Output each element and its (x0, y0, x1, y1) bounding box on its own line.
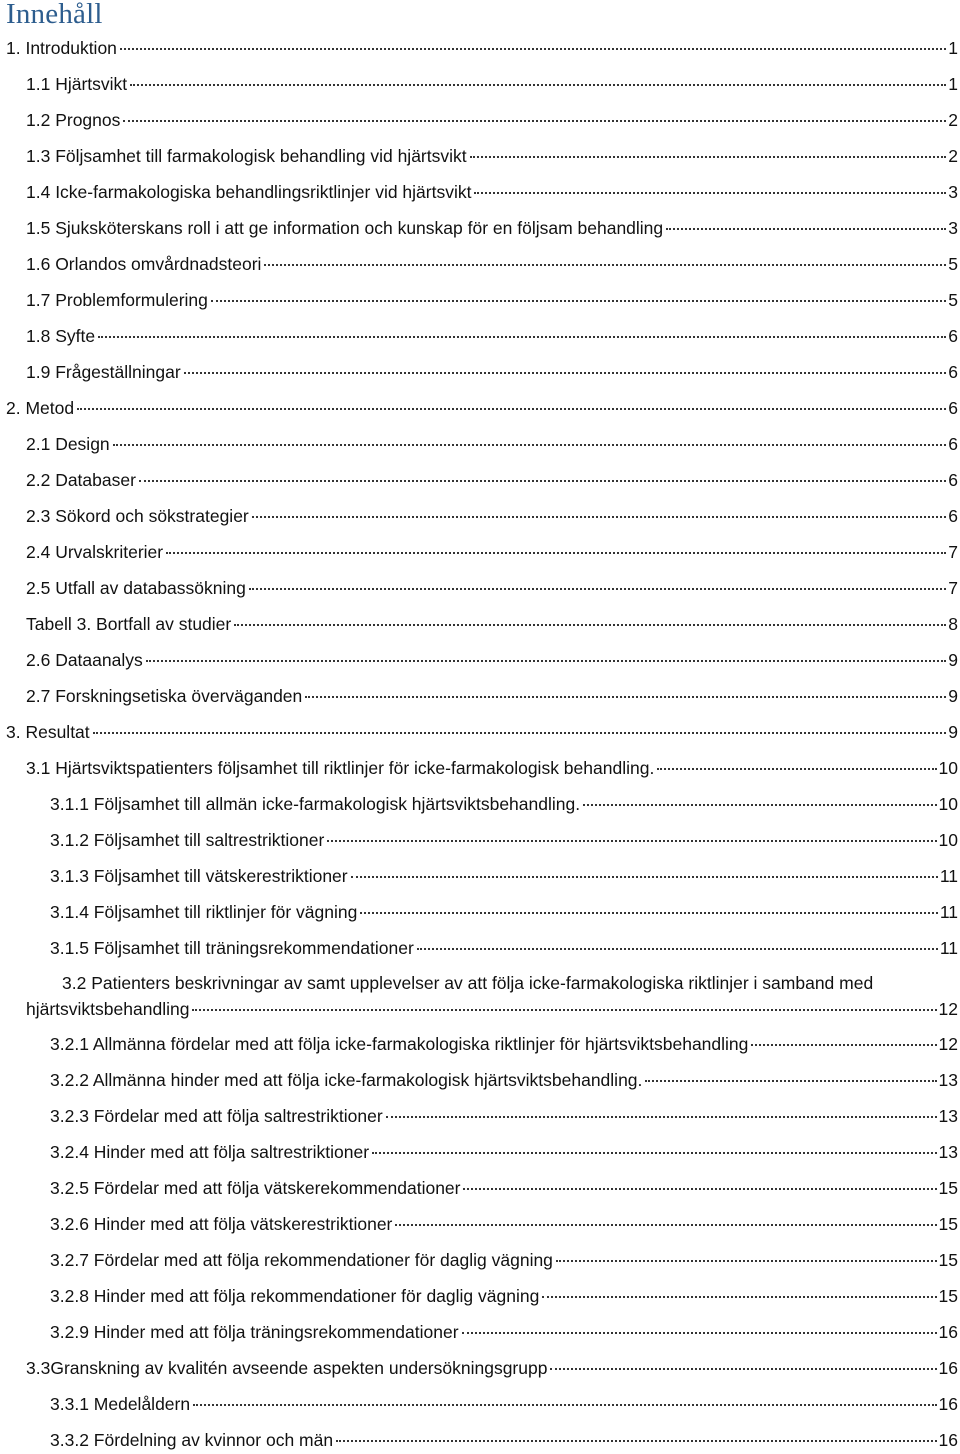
toc-entry-label: 1.9 Frågeställningar (26, 362, 181, 382)
toc-entry-label-line2-row (0, 996, 960, 1022)
toc-leader-dots (666, 228, 946, 230)
toc-page-number: 3 (948, 218, 958, 238)
toc-page-number: 11 (939, 902, 958, 922)
toc-entry-label: 3.2.4 Hinder med att följa saltrestriktioner (50, 1142, 370, 1162)
toc-entry[interactable] (50, 1392, 960, 1416)
toc-leader-dots (657, 768, 936, 770)
toc-page-number: 10 (938, 830, 958, 850)
toc-leader-dots (386, 1116, 937, 1118)
toc-entry-label: 2.4 Urvalskriterier (26, 542, 164, 562)
toc-entry[interactable] (50, 828, 960, 852)
toc-leader-dots (327, 840, 936, 842)
toc-entry[interactable] (50, 1428, 960, 1452)
toc-leader-dots (192, 1009, 936, 1011)
toc-page-number: 11 (939, 938, 958, 958)
toc-page-number: 16 (938, 1322, 958, 1342)
toc-entry-label: 3.2.3 Fördelar med att följa saltrestriktioner (50, 1106, 383, 1126)
toc-page-number: 15 (938, 1286, 958, 1306)
toc-page-number: 1 (948, 74, 958, 94)
toc-page-number: 1 (948, 38, 958, 58)
toc-entry-label: 1.7 Problemformulering (26, 290, 208, 310)
toc-entry[interactable] (26, 144, 960, 168)
toc-leader-dots (98, 336, 946, 338)
toc-entry-label: 3.2.1 Allmänna fördelar med att följa icke-farmakologiska riktlinjer för hjärtsviktsbehandling (50, 1034, 749, 1054)
toc-entry-label: 1.2 Prognos (26, 110, 121, 130)
toc-leader-dots (123, 120, 946, 122)
toc-page-number: 16 (938, 1358, 958, 1378)
toc-leader-dots (139, 480, 946, 482)
toc-page-number: 2 (948, 146, 958, 166)
toc-leader-dots (120, 48, 946, 50)
toc-leader-dots (211, 300, 946, 302)
toc-page-number: 6 (948, 326, 958, 346)
toc-leader-dots (556, 1260, 937, 1262)
toc-entry-label-line2: hjärtsviktsbehandling (26, 999, 190, 1019)
toc-entry-label: 3.1.5 Följsamhet till träningsrekommendationer (50, 938, 414, 958)
toc-leader-dots (395, 1224, 936, 1226)
toc-entry-label: 2. Metod (6, 398, 75, 418)
toc-entry[interactable] (50, 1320, 960, 1344)
toc-entry[interactable] (50, 1248, 960, 1272)
toc-entry-label: 3.2.7 Fördelar med att följa rekommendationer för daglig vägning (50, 1250, 553, 1270)
toc-leader-dots (474, 192, 946, 194)
toc-page-number: 6 (948, 434, 958, 454)
toc-leader-dots (372, 1152, 936, 1154)
toc-page-number: 13 (938, 1142, 958, 1162)
toc-page-number: 3 (948, 182, 958, 202)
toc-entry-label: 2.7 Forskningsetiska överväganden (26, 686, 303, 706)
toc-leader-dots (583, 804, 936, 806)
toc-entry-label: 2.6 Dataanalys (26, 650, 143, 670)
toc-leader-dots (351, 876, 938, 878)
toc-page-number: 8 (948, 614, 958, 634)
toc-leader-dots (146, 660, 947, 662)
toc-page-number: 15 (938, 1214, 958, 1234)
toc-entry[interactable] (26, 648, 960, 672)
toc-leader-dots (751, 1044, 936, 1046)
toc-entry[interactable] (26, 252, 960, 276)
toc-leader-dots (264, 264, 946, 266)
toc-page-number: 15 (938, 1178, 958, 1198)
toc-page-number: 12 (938, 999, 958, 1019)
toc-leader-dots (462, 1332, 937, 1334)
toc-page-number: 9 (948, 722, 958, 742)
toc-leader-dots (113, 444, 947, 446)
toc-entry-label: 3. Resultat (6, 722, 90, 742)
toc-entry-wrapped[interactable] (0, 970, 960, 1022)
toc-entry-label: 3.2.6 Hinder med att följa vätskerestriktioner (50, 1214, 393, 1234)
toc-leader-dots (336, 1440, 936, 1442)
toc-entry[interactable] (26, 1356, 960, 1380)
toc-entry[interactable] (26, 216, 960, 240)
toc-leader-dots (249, 588, 946, 590)
toc-entry[interactable] (26, 756, 960, 780)
toc-entry-label: 1.6 Orlandos omvårdnadsteori (26, 254, 262, 274)
toc-leader-dots (550, 1368, 936, 1370)
toc-leader-dots (360, 912, 937, 914)
toc-entry[interactable] (26, 180, 960, 204)
toc-page-number: 6 (948, 470, 958, 490)
toc-leader-dots (166, 552, 946, 554)
toc-entry[interactable] (26, 684, 960, 708)
toc-entry-label: 3.2.2 Allmänna hinder med att följa icke-farmakologisk hjärtsviktsbehandling. (50, 1070, 643, 1090)
toc-leader-dots (305, 696, 946, 698)
toc-entry-label: 1.4 Icke-farmakologiska behandlingsriktlinjer vid hjärtsvikt (26, 182, 472, 202)
toc-entry-label: 3.1.4 Följsamhet till riktlinjer för vägning (50, 902, 358, 922)
toc-entry[interactable] (50, 792, 960, 816)
toc-entry-label: 3.2.5 Fördelar med att följa vätskerekommendationer (50, 1178, 461, 1198)
toc-entry-label: 1. Introduktion (6, 38, 117, 58)
toc-page-number: 2 (948, 110, 958, 130)
toc-page-number: 6 (948, 362, 958, 382)
toc-entry-label: 2.3 Sökord och sökstrategier (26, 506, 249, 526)
toc-entry-label: 3.3.2 Fördelning av kvinnor och män (50, 1430, 334, 1450)
toc-entry-label: 3.1.1 Följsamhet till allmän icke-farmakologisk hjärtsviktsbehandling. (50, 794, 581, 814)
toc-leader-dots (470, 156, 947, 158)
toc-entry-label: 3.2.9 Hinder med att följa träningsrekommendationer (50, 1322, 459, 1342)
toc-leader-dots (417, 948, 938, 950)
toc-entry[interactable] (6, 396, 960, 420)
toc-entry-label: 2.5 Utfall av databassökning (26, 578, 246, 598)
toc-leader-dots (93, 732, 947, 734)
toc-page-number: 12 (938, 1034, 958, 1054)
toc-entry-label: 3.3Granskning av kvalitén avseende aspekten undersökningsgrupp (26, 1358, 548, 1378)
toc-entry-label: 1.1 Hjärtsvikt (26, 74, 128, 94)
toc-entry[interactable] (50, 1068, 960, 1092)
toc-page-number: 5 (948, 254, 958, 274)
toc-entry-label: 3.1.3 Följsamhet till vätskerestriktioner (50, 866, 348, 886)
toc-entry[interactable] (26, 324, 960, 348)
toc-entry[interactable] (50, 936, 960, 960)
toc-page-number: 16 (938, 1430, 958, 1450)
toc-entry[interactable] (50, 900, 960, 924)
toc-entry-label: 1.8 Syfte (26, 326, 96, 346)
toc-entry-label: 1.5 Sjuksköterskans roll i att ge information och kunskap för en följsam behandling (26, 218, 664, 238)
toc-page-number: 9 (948, 650, 958, 670)
toc-entry-label: 3.1.2 Följsamhet till saltrestriktioner (50, 830, 325, 850)
toc-entry[interactable] (26, 108, 960, 132)
toc-leader-dots (184, 372, 947, 374)
toc-leader-dots (234, 624, 946, 626)
toc-leader-dots (645, 1080, 936, 1082)
toc-entry[interactable] (50, 1176, 960, 1200)
toc-entry[interactable] (26, 540, 960, 564)
toc-entry[interactable] (50, 1212, 960, 1236)
toc-entry[interactable] (6, 36, 960, 60)
toc-page-number: 10 (938, 794, 958, 814)
toc-page-number: 13 (938, 1070, 958, 1090)
toc-entry-label: 3.3.1 Medelåldern (50, 1394, 191, 1414)
toc-page-number: 10 (938, 758, 958, 778)
toc-entry[interactable] (26, 576, 960, 600)
toc-page-number: 16 (938, 1394, 958, 1414)
toc-heading: Innehåll (6, 0, 103, 30)
toc-page-number: 13 (938, 1106, 958, 1126)
toc-leader-dots (463, 1188, 936, 1190)
toc-entry[interactable] (50, 1104, 960, 1128)
toc-entry[interactable] (26, 432, 960, 456)
toc-entry[interactable] (50, 864, 960, 888)
toc-entry[interactable] (26, 612, 960, 636)
toc-leader-dots (77, 408, 946, 410)
toc-page-number: 7 (948, 578, 958, 598)
toc-entry-label: 3.2.8 Hinder med att följa rekommendationer för daglig vägning (50, 1286, 540, 1306)
toc-page-number: 15 (938, 1250, 958, 1270)
toc-page-number: 5 (948, 290, 958, 310)
toc-page-number: 6 (948, 506, 958, 526)
toc-entry[interactable] (26, 288, 960, 312)
toc-leader-dots (542, 1296, 936, 1298)
toc-entry[interactable] (50, 1284, 960, 1308)
toc-page-number: 7 (948, 542, 958, 562)
toc-entry[interactable] (50, 1140, 960, 1164)
toc-entry-label: Tabell 3. Bortfall av studier (26, 614, 232, 634)
toc-entry[interactable] (26, 468, 960, 492)
toc-entry-label: 2.2 Databaser (26, 470, 136, 490)
toc-page-number: 6 (948, 398, 958, 418)
toc-entry[interactable] (26, 72, 960, 96)
toc-leader-dots (193, 1404, 936, 1406)
toc-entry[interactable] (26, 504, 960, 528)
toc-leader-dots (130, 84, 946, 86)
toc-entry-label-line1: 3.2 Patienters beskrivningar av samt upplevelser av att följa icke-farmakologiska riktlinjer i samband med (62, 973, 874, 993)
toc-page-number: 11 (939, 866, 958, 886)
toc-entry-label: 3.1 Hjärtsviktspatienters följsamhet till riktlinjer för icke-farmakologisk behandling. (26, 758, 655, 778)
toc-entry-label: 1.3 Följsamhet till farmakologisk behandling vid hjärtsvikt (26, 146, 467, 166)
toc-entry[interactable] (6, 720, 960, 744)
toc-entry[interactable] (50, 1032, 960, 1056)
toc-leader-dots (252, 516, 947, 518)
toc-page-number: 9 (948, 686, 958, 706)
toc-entry[interactable] (26, 360, 960, 384)
toc-entry-label: 2.1 Design (26, 434, 110, 454)
